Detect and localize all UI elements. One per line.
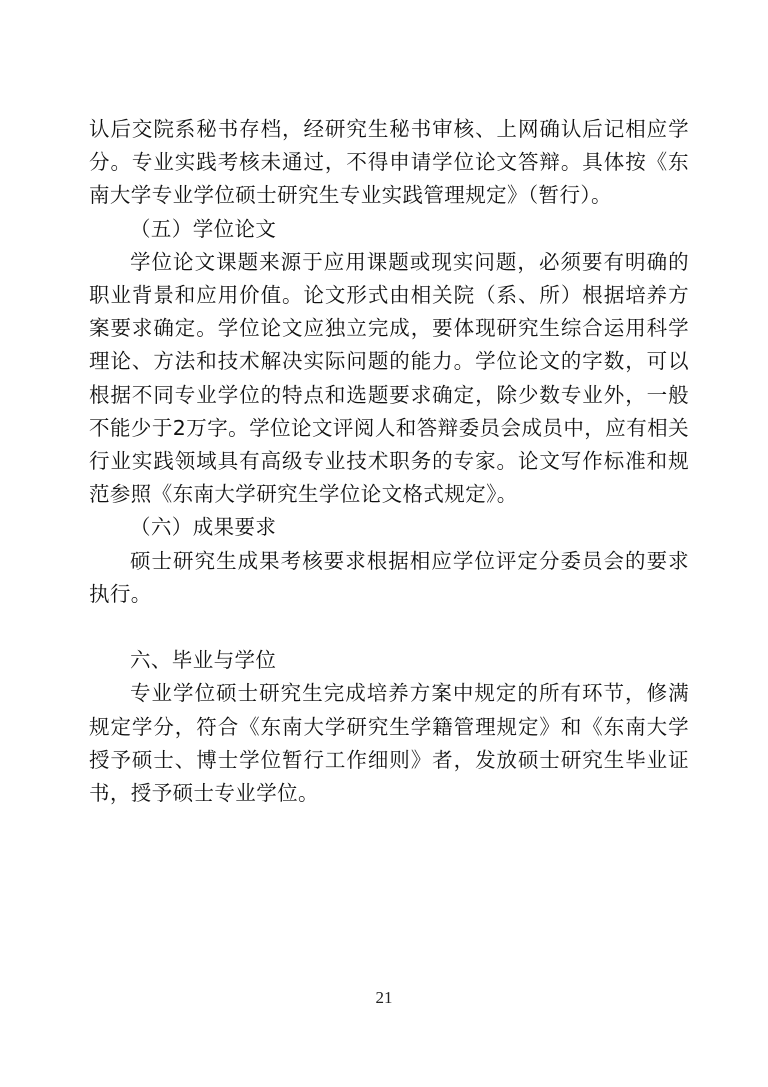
paragraph-achievement: 硕士研究生成果考核要求根据相应学位评定分委员会的要求执行。 xyxy=(89,548,689,606)
heading-thesis: （五）学位论文 xyxy=(130,216,277,241)
page-number: 21 xyxy=(375,988,393,1007)
body-text xyxy=(89,113,689,810)
blank-line xyxy=(89,611,689,644)
paragraph-thesis: 学位论文课题来源于应用课题或现实问题，必须要有明确的职业背景和应用价值。论文形式由相关院（系、所）根据培养方案要求确定。学位论文应独立完成，要体现研究生综合运用科学理论、方法和技术解决实际问题的能力。学位论文的字数，可以根据不同专业学位的特点和选题要求确定，除少数专业外，一般不能少于2万字。学位论文评阅人和答辩委员会成员中，应有相关行业实践领域具有高级专业技术职务的专家。论文写作标准和规范参照《东南大学研究生学位论文格式规定》。 xyxy=(89,249,689,507)
paragraph-practice-credit: 认后交院系秘书存档，经研究生秘书审核、上网确认后记相应学分。专业实践考核未通过，不得申请学位论文答辩。具体按《东南大学专业学位硕士研究生专业实践管理规定》（暂行）。 xyxy=(89,117,689,208)
heading-graduation: 六、毕业与学位 xyxy=(130,648,277,673)
heading-achievement: （六）成果要求 xyxy=(130,515,277,540)
paragraph-graduation: 专业学位硕士研究生完成培养方案中规定的所有环节，修满规定学分，符合《东南大学研究生学籍管理规定》和《东南大学授予硕士、博士学位暂行工作细则》者，发放硕士研究生毕业证书，授予硕士专业学位。 xyxy=(89,681,689,806)
